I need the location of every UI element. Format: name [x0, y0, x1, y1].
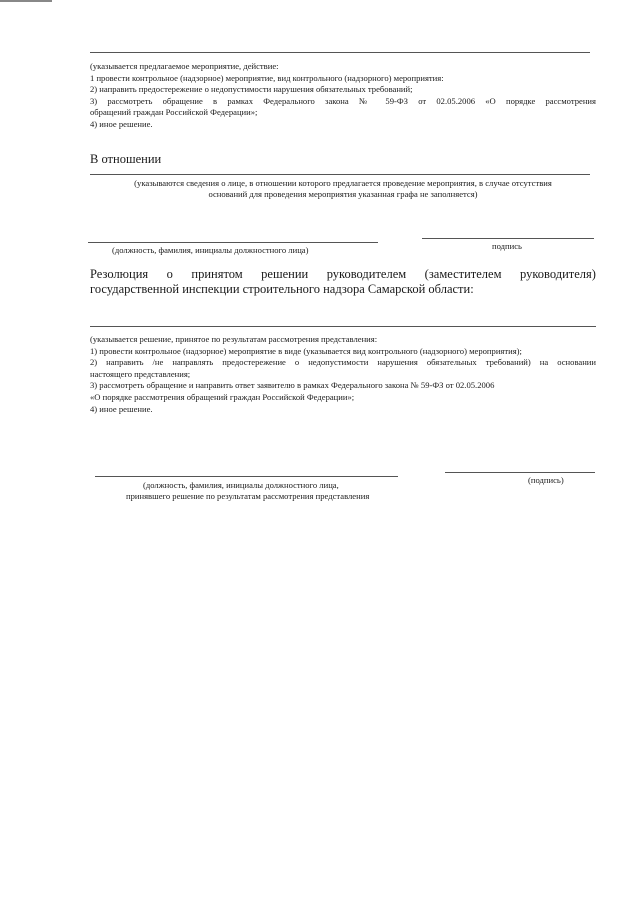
resolution-line-2: государственной инспекции строительного надзора Самарской области:	[90, 282, 474, 296]
decision-item-3: 3) рассмотреть обращение и направить ответ заявителю в рамках Федерального закона № 59-ФЗ от 02.05.2006	[90, 380, 495, 391]
position-label-1: (должность, фамилия, инициалы должностного лица)	[112, 245, 309, 255]
proposal-item-2: 2) направить предостережение о недопустимости нарушения обязательных требований;	[90, 84, 413, 95]
proposal-item-3: 3) рассмотреть обращение в рамках Федерального закона № 59-ФЗ от 02.05.2006 «О порядке рассмотрения	[90, 95, 596, 106]
position-label-2-cont: принявшего решение по результатам рассмотрения представления	[126, 491, 370, 501]
signature-label-2: (подпись)	[528, 475, 564, 485]
resolution-heading	[90, 267, 596, 297]
regarding-note-1: (указываются сведения о лице, в отношении которого предлагается проведение мероприятия, в случае отсутствия	[134, 178, 552, 188]
regarding-note-2: оснований для проведения мероприятия указанная графа не заполняется)	[208, 189, 478, 199]
position-line-1	[88, 242, 378, 243]
decision-item-2: 2) направить /не направлять предостережение о недопустимости нарушения обязательных требований) на основании	[90, 357, 596, 368]
decision-input-line	[90, 326, 596, 327]
proposal-input-line	[90, 52, 590, 53]
regarding-heading: В отношении	[90, 152, 162, 166]
position-line-2	[95, 476, 398, 477]
signature-line-2	[445, 472, 595, 473]
resolution-line-1: Резолюция о принятом решении руководителем (заместителем руководителя)	[90, 267, 596, 281]
regarding-input-line	[90, 174, 590, 175]
decision-options-block	[90, 334, 596, 415]
scan-edge-mark	[0, 0, 52, 2]
signature-label-1: подпись	[492, 241, 522, 251]
decision-item-4: 4) иное решение.	[90, 403, 153, 414]
proposal-options-block	[90, 61, 596, 131]
signature-line-1	[422, 238, 594, 239]
proposal-item-3-cont: обращений граждан Российской Федерации»;	[90, 107, 258, 118]
decision-item-2-cont: настоящего представления;	[90, 368, 191, 379]
proposal-caption: (указывается предлагаемое мероприятие, действие:	[90, 61, 279, 71]
position-label-2: (должность, фамилия, инициалы должностного лица,	[143, 480, 339, 490]
decision-caption: (указывается решение, принятое по результатам рассмотрения представления:	[90, 334, 378, 344]
proposal-item-1: 1 провести контрольное (надзорное) мероприятие, вид контрольного (надзорного) мероприятия:	[90, 72, 444, 83]
proposal-item-4: 4) иное решение.	[90, 118, 153, 129]
decision-item-3-cont: «О порядке рассмотрения обращений граждан Российской Федерации»;	[90, 391, 355, 402]
decision-item-1: 1) провести контрольное (надзорное) мероприятие в виде (указывается вид контрольного (надзорного) мероприятия);	[90, 345, 522, 356]
